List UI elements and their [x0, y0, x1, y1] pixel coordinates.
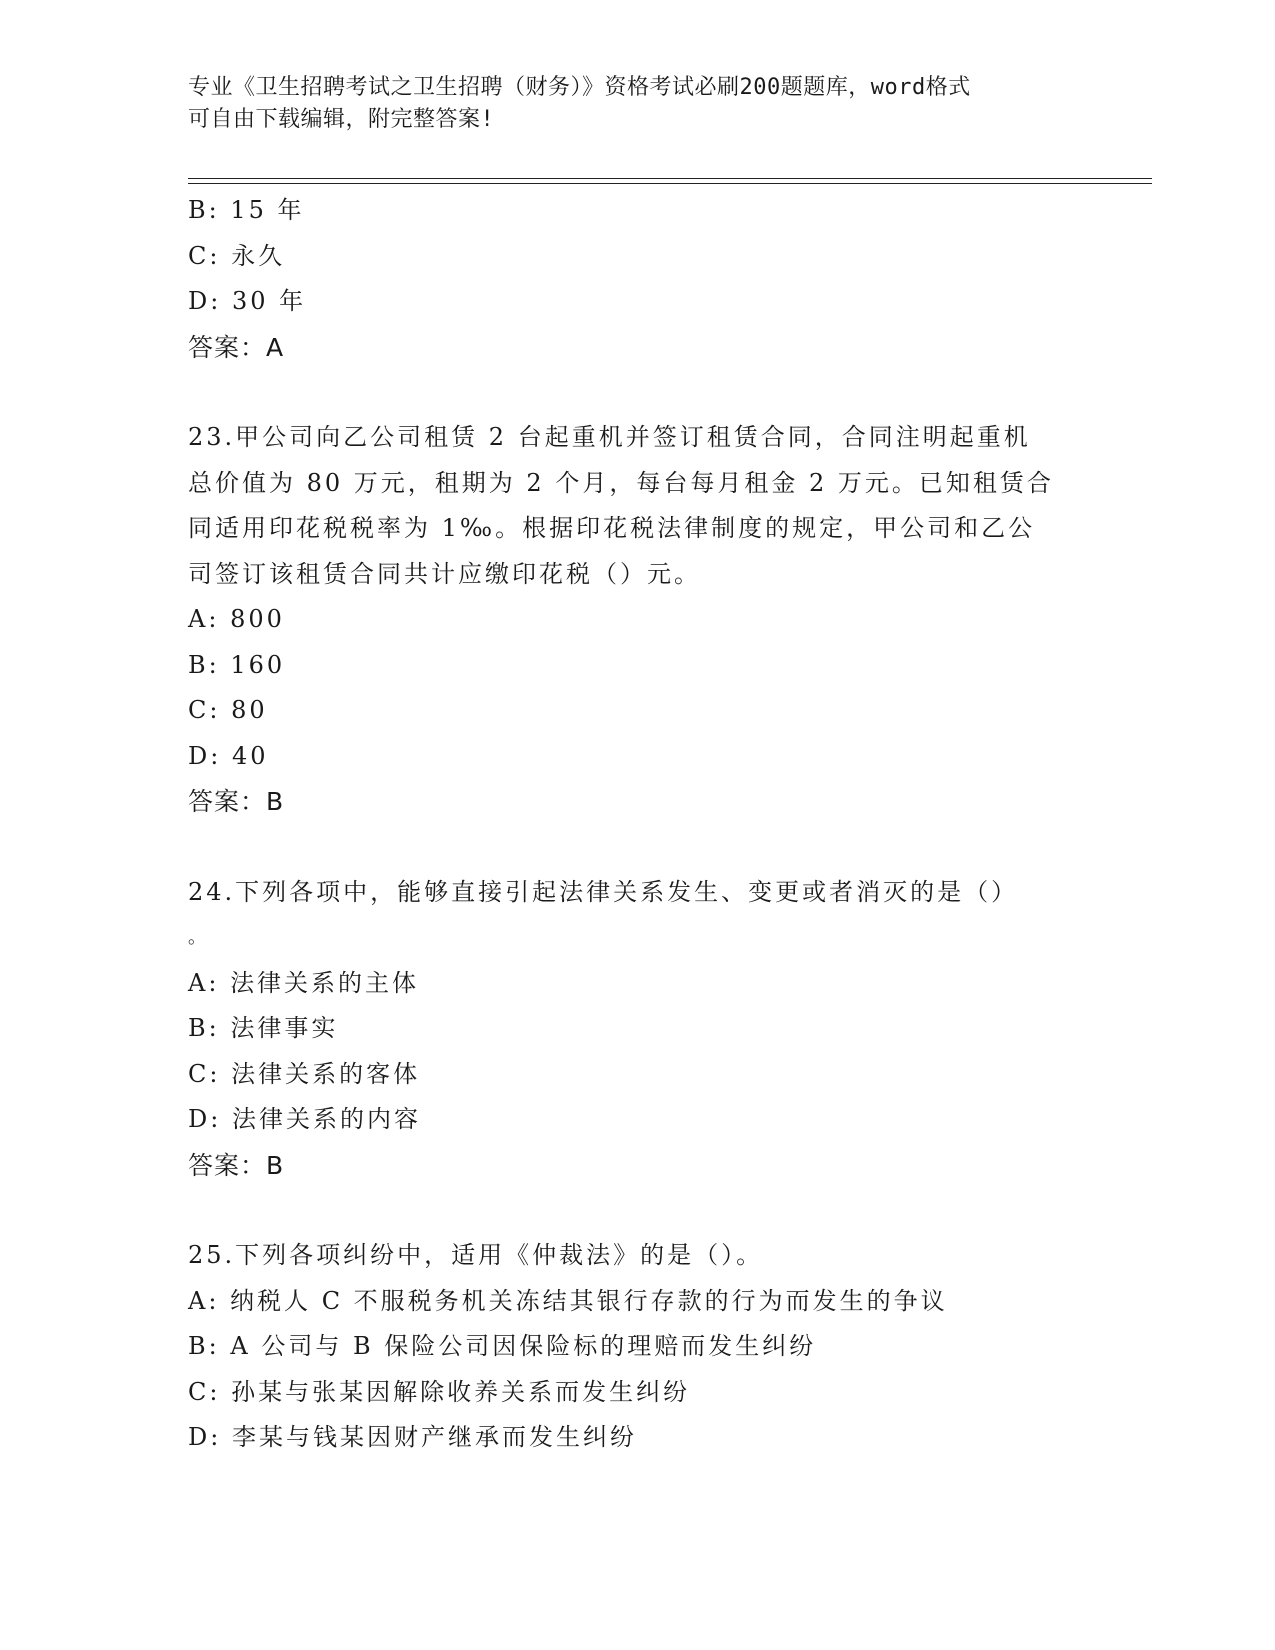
option-text: 孙某与张某因解除收养关系而发生纠纷: [231, 1377, 691, 1406]
option-text: 法律关系的主体: [230, 968, 420, 997]
option-text: 李某与钱某因财产继承而发生纠纷: [231, 1423, 637, 1451]
option-b: [188, 643, 1088, 689]
option-label: D:: [188, 1105, 222, 1133]
option-label: B:: [188, 196, 220, 224]
question-stem-line: 总价值为 80 万元，租期为 2 个月，每台每月租金 2 万元。已知租赁合: [188, 468, 1054, 497]
option-label: C:: [188, 241, 221, 270]
question-stem-line: 同适用印花税税率为 1‰。根据印花税法律制度的规定，甲公司和乙公: [188, 514, 1036, 542]
header-divider-bottom: [188, 183, 1152, 184]
answer-line: 答案：B: [188, 787, 285, 816]
question-stem-line: 司签订该租赁合同共计应缴印花税（）元。: [188, 559, 701, 588]
question-stem-line: 。: [188, 927, 209, 948]
header-divider-top: [188, 178, 1152, 179]
option-a: [188, 961, 1088, 1007]
option-d: [188, 1415, 1088, 1461]
header-line-2: 可自由下载编辑，附完整答案!: [188, 107, 495, 132]
option-d: [188, 734, 1088, 780]
question-24: [188, 870, 1088, 1189]
question-content: [188, 188, 1088, 1461]
option-text: 法律事实: [230, 1014, 339, 1042]
option-label: B:: [188, 650, 220, 679]
option-d: [188, 1097, 1088, 1143]
option-text: 160: [230, 650, 286, 679]
answer-line: 答案：A: [188, 332, 285, 362]
option-text: A 公司与 B 保险公司因保险标的理赔而发生纠纷: [230, 1332, 817, 1360]
option-label: D:: [188, 1423, 222, 1451]
option-a: [188, 597, 1088, 643]
option-text: 永久: [231, 241, 286, 270]
option-label: D:: [188, 287, 222, 315]
option-text: 纳税人 C 不服税务机关冻结其银行存款的行为而发生的争议: [230, 1286, 948, 1315]
option-a: [188, 1279, 1088, 1325]
option-text: 40: [231, 741, 269, 770]
option-label: C:: [188, 696, 221, 724]
option-c: [188, 688, 1088, 734]
option-text: 法律关系的客体: [231, 1059, 421, 1088]
option-c: [188, 1370, 1088, 1416]
header-line-1: 专业《卫生招聘考试之卫生招聘（财务）》资格考试必刷200题题库，word格式: [188, 75, 971, 100]
option-label: D:: [188, 741, 222, 770]
option-d: [188, 279, 1088, 325]
option-c: [188, 1052, 1088, 1098]
question-stem-line: 23.甲公司向乙公司租赁 2 台起重机并签订租赁合同，合同注明起重机: [188, 423, 1031, 451]
option-b: [188, 188, 1088, 234]
option-text: 法律关系的内容: [231, 1105, 421, 1133]
option-label: B:: [188, 1014, 220, 1042]
question-stem-line: 25.下列各项纠纷中，适用《仲裁法》的是（）。: [188, 1241, 764, 1269]
option-text: 800: [230, 605, 285, 633]
option-label: A:: [188, 968, 220, 997]
option-label: C:: [188, 1059, 221, 1088]
option-label: B:: [188, 1332, 220, 1360]
option-b: [188, 1006, 1088, 1052]
question-stem-line: 24.下列各项中，能够直接引起法律关系发生、变更或者消灭的是（）: [188, 877, 1019, 906]
answer-line: 答案：B: [188, 1150, 285, 1180]
option-text: 80: [231, 696, 268, 724]
prev-question-block: [188, 188, 1088, 370]
option-b: [188, 1324, 1088, 1370]
question-23: [188, 415, 1088, 825]
option-text: 15 年: [230, 196, 305, 224]
option-label: A:: [188, 605, 220, 633]
document-header: [188, 72, 1088, 136]
option-label: A:: [188, 1286, 220, 1315]
question-25: [188, 1233, 1088, 1461]
option-text: 30 年: [231, 287, 307, 315]
option-c: [188, 234, 1088, 280]
option-label: C:: [188, 1377, 221, 1406]
